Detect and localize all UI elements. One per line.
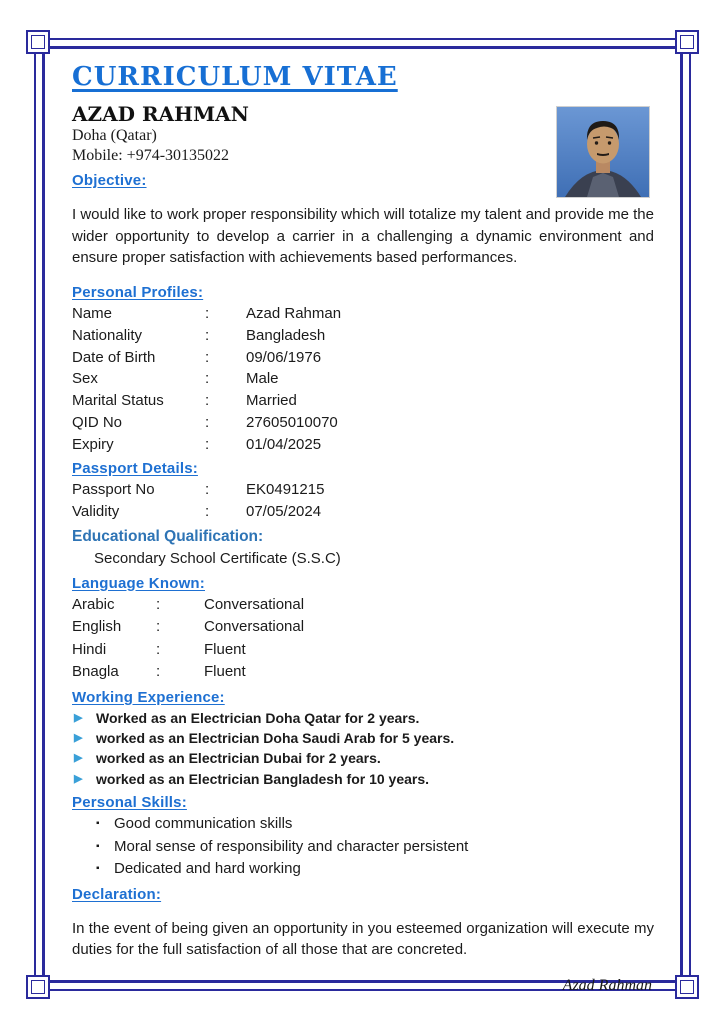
colon-separator: :: [156, 595, 161, 613]
profile-label: Marital Status: [72, 392, 164, 410]
profile-label: Name: [72, 305, 113, 323]
border-corner-ornament: [675, 30, 699, 54]
profile-label: Sex: [72, 370, 98, 388]
candidate-location: Doha (Qatar): [72, 127, 157, 144]
passport-label: Passport No: [72, 481, 155, 499]
passport-row: [72, 501, 654, 523]
skill-item: [72, 858, 654, 881]
candidate-name: AZAD RAHMAN: [72, 102, 249, 126]
objective-text: I would like to work proper responsibility which will totalize my talent and provide me the wider opportunity to develop a carrier in a challenging a dynamic environment and ensure proper satisfaction with achievements based performances.: [72, 205, 654, 267]
skill-text: Dedicated and hard working: [114, 860, 301, 878]
profile-label: Nationality: [72, 326, 143, 344]
experience-heading: Working Experience:: [72, 688, 225, 706]
experience-item: [72, 708, 654, 728]
profile-value: 01/04/2025: [246, 435, 322, 453]
profile-label: Expiry: [72, 435, 114, 453]
square-bullet-icon: ▪: [96, 863, 100, 875]
profile-row: [72, 347, 654, 369]
languages-heading: Language Known:: [72, 574, 205, 592]
profile-row: [72, 325, 654, 347]
language-value: Fluent: [204, 663, 246, 681]
colon-separator: :: [156, 640, 161, 658]
skill-text: Moral sense of responsibility and character persistent: [114, 837, 469, 855]
profile-label: QID No: [72, 413, 123, 431]
language-label: Arabic: [72, 595, 115, 613]
education-heading: Educational Qualification:: [72, 527, 264, 545]
language-row: [72, 616, 654, 639]
candidate-mobile: Mobile: +974-30135022: [72, 147, 230, 165]
passport-row: [72, 479, 654, 501]
passport-value: 07/05/2024: [246, 503, 322, 521]
experience-item: [72, 748, 654, 768]
cv-content: [72, 62, 654, 995]
border-corner-ornament: [26, 975, 50, 999]
profile-row: [72, 434, 654, 456]
language-label: English: [72, 618, 122, 636]
experience-text: worked as an Electrician Dubai for 2 years.: [96, 750, 381, 767]
experience-item: [72, 728, 654, 748]
education-item: Secondary School Certificate (S.S.C): [94, 549, 341, 567]
page-title: CURRICULUM VITAE: [72, 62, 398, 92]
profile-value: Married: [246, 392, 297, 410]
language-value: Conversational: [204, 618, 305, 636]
square-bullet-icon: ▪: [96, 818, 100, 830]
arrow-bullet-icon: ▶: [74, 711, 83, 724]
skill-item: [72, 836, 654, 859]
colon-separator: :: [205, 305, 210, 323]
skill-item: [72, 813, 654, 836]
arrow-bullet-icon: ▶: [74, 752, 83, 765]
passport-details-heading: Passport Details:: [72, 460, 198, 478]
square-bullet-icon: ▪: [96, 840, 100, 852]
language-label: Bnagla: [72, 663, 119, 681]
colon-separator: :: [205, 370, 210, 388]
language-row: [72, 594, 654, 617]
experience-text: worked as an Electrician Doha Saudi Arab for 5 years.: [96, 730, 455, 747]
passport-label: Validity: [72, 503, 120, 521]
profile-value: 09/06/1976: [246, 348, 322, 366]
personal-profiles-heading: Personal Profiles:: [72, 284, 204, 302]
experience-text: worked as an Electrician Bangladesh for 10 years.: [96, 770, 430, 787]
colon-separator: :: [156, 618, 161, 636]
arrow-bullet-icon: ▶: [74, 732, 83, 745]
profile-value: Azad Rahman: [246, 305, 342, 323]
colon-separator: :: [156, 663, 161, 681]
colon-separator: :: [205, 392, 210, 410]
colon-separator: :: [205, 413, 210, 431]
profile-row: [72, 412, 654, 434]
language-value: Conversational: [204, 595, 305, 613]
colon-separator: :: [205, 435, 210, 453]
language-label: Hindi: [72, 640, 107, 658]
passport-value: EK0491215: [246, 481, 325, 499]
experience-text: Worked as an Electrician Doha Qatar for 2 years.: [96, 709, 420, 726]
language-row: [72, 639, 654, 662]
arrow-bullet-icon: ▶: [74, 772, 83, 785]
skill-text: Good communication skills: [114, 815, 293, 833]
colon-separator: :: [205, 481, 210, 499]
profile-row: [72, 368, 654, 390]
objective-heading: Objective:: [72, 171, 147, 189]
profile-row: [72, 303, 654, 325]
declaration-text: In the event of being given an opportunity in you esteemed organization will execute my duties for the full satisfaction of all those that are concreted.: [72, 919, 654, 959]
profile-value: Bangladesh: [246, 326, 326, 344]
skills-heading: Personal Skills:: [72, 794, 187, 812]
colon-separator: :: [205, 503, 210, 521]
language-value: Fluent: [204, 640, 246, 658]
signature: Azad Rahman: [562, 977, 652, 995]
profile-label: Date of Birth: [72, 348, 156, 366]
profile-value: Male: [246, 370, 279, 388]
border-corner-ornament: [26, 30, 50, 54]
profile-row: [72, 390, 654, 412]
border-corner-ornament: [675, 975, 699, 999]
colon-separator: :: [205, 326, 210, 344]
profile-value: 27605010070: [246, 413, 338, 431]
experience-item: [72, 769, 654, 789]
colon-separator: :: [205, 348, 210, 366]
declaration-heading: Declaration:: [72, 885, 162, 903]
language-row: [72, 661, 654, 684]
